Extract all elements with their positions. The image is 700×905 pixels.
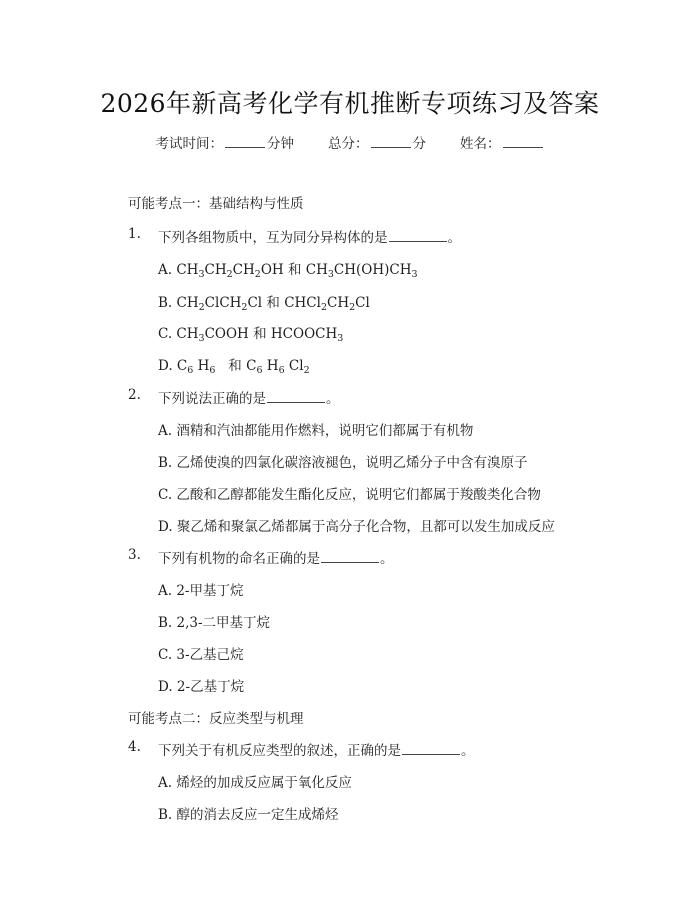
- question-2-option-d: D. 聚乙烯和聚氯乙烯都属于高分子化合物，且都可以发生加成反应: [158, 519, 555, 535]
- total-score-blank: [371, 133, 411, 148]
- exam-time-blank: [225, 133, 265, 148]
- exam-time-unit: 分钟: [267, 136, 294, 152]
- option-letter: D.: [158, 358, 173, 374]
- student-name-label: 姓名：: [460, 136, 501, 152]
- question-4-end: 。: [461, 743, 475, 759]
- question-2-option-c: C. 乙酸和乙醇都能发生酯化反应，说明它们都属于羧酸类化合物: [158, 487, 541, 503]
- question-4-text: 下列关于有机反应类型的叙述，正确的是: [158, 743, 401, 759]
- page-title: 2026年新高考化学有机推断专项练习及答案: [100, 89, 600, 118]
- question-1-number: 1.: [128, 226, 141, 242]
- question-3-option-a: A. 2-甲基丁烷: [158, 583, 244, 599]
- question-3-option-b: B. 2,3-二甲基丁烷: [158, 615, 271, 631]
- question-4-option-a: A. 烯烃的加成反应属于氧化反应: [158, 775, 352, 791]
- question-4-stem: [158, 739, 475, 759]
- question-1-end: 。: [447, 230, 461, 246]
- option-letter: B.: [158, 295, 173, 311]
- question-2-stem: [158, 387, 340, 407]
- exam-time: [156, 132, 295, 152]
- answer-blank: [389, 228, 447, 242]
- option-letter: A.: [158, 262, 173, 278]
- section-heading-2: 可能考点二：反应类型与机理: [128, 711, 304, 727]
- question-1-option-d: D. $C_6$ $H_6$ 和 $C_6$ $H_6$ $Cl_2$: [158, 358, 310, 376]
- question-1-option-b: B. $CH_2ClCH_2Cl$ 和 $CHCl_2CH_2Cl$: [158, 295, 370, 313]
- question-1-stem: [158, 226, 461, 246]
- question-3-option-c: C. 3-乙基己烷: [158, 647, 244, 663]
- total-score-unit: 分: [412, 136, 426, 152]
- question-2-number: 2.: [128, 387, 141, 403]
- exam-meta: [0, 132, 700, 152]
- answer-blank: [402, 741, 460, 755]
- question-3-option-d: D. 2-乙基丁烷: [158, 679, 245, 695]
- student-name-blank: [503, 133, 543, 148]
- section-heading-1: 可能考点一：基础结构与性质: [128, 196, 304, 212]
- question-1-option-a: A. $CH_3CH_2CH_2OH$ 和 $CH_3CH(OH)CH_3$: [158, 262, 418, 280]
- total-score: [328, 132, 426, 152]
- question-1-text: 下列各组物质中，互为同分异构体的是: [158, 230, 388, 246]
- question-1-option-c: C. $CH_3COOH$ 和 $HCOOCH_3$: [158, 326, 344, 344]
- question-3-end: 。: [380, 551, 394, 567]
- total-score-label: 总分：: [328, 136, 369, 152]
- question-3-number: 3.: [128, 547, 141, 563]
- student-name: [460, 132, 545, 152]
- option-letter: C.: [158, 326, 173, 342]
- question-3-text: 下列有机物的命名正确的是: [158, 551, 320, 567]
- question-4-number: 4.: [128, 739, 141, 755]
- answer-blank: [321, 549, 379, 563]
- question-2-end: 。: [326, 391, 340, 407]
- answer-blank: [267, 389, 325, 403]
- question-2-option-a: A. 酒精和汽油都能用作燃料，说明它们都属于有机物: [158, 423, 474, 439]
- question-2-text: 下列说法正确的是: [158, 391, 266, 407]
- question-4-option-b: B. 醇的消去反应一定生成烯烃: [158, 807, 339, 823]
- exam-time-label: 考试时间：: [155, 136, 223, 152]
- question-3-stem: [158, 547, 394, 567]
- question-2-option-b: B. 乙烯使溴的四氯化碳溶液褪色，说明乙烯分子中含有溴原子: [158, 455, 528, 471]
